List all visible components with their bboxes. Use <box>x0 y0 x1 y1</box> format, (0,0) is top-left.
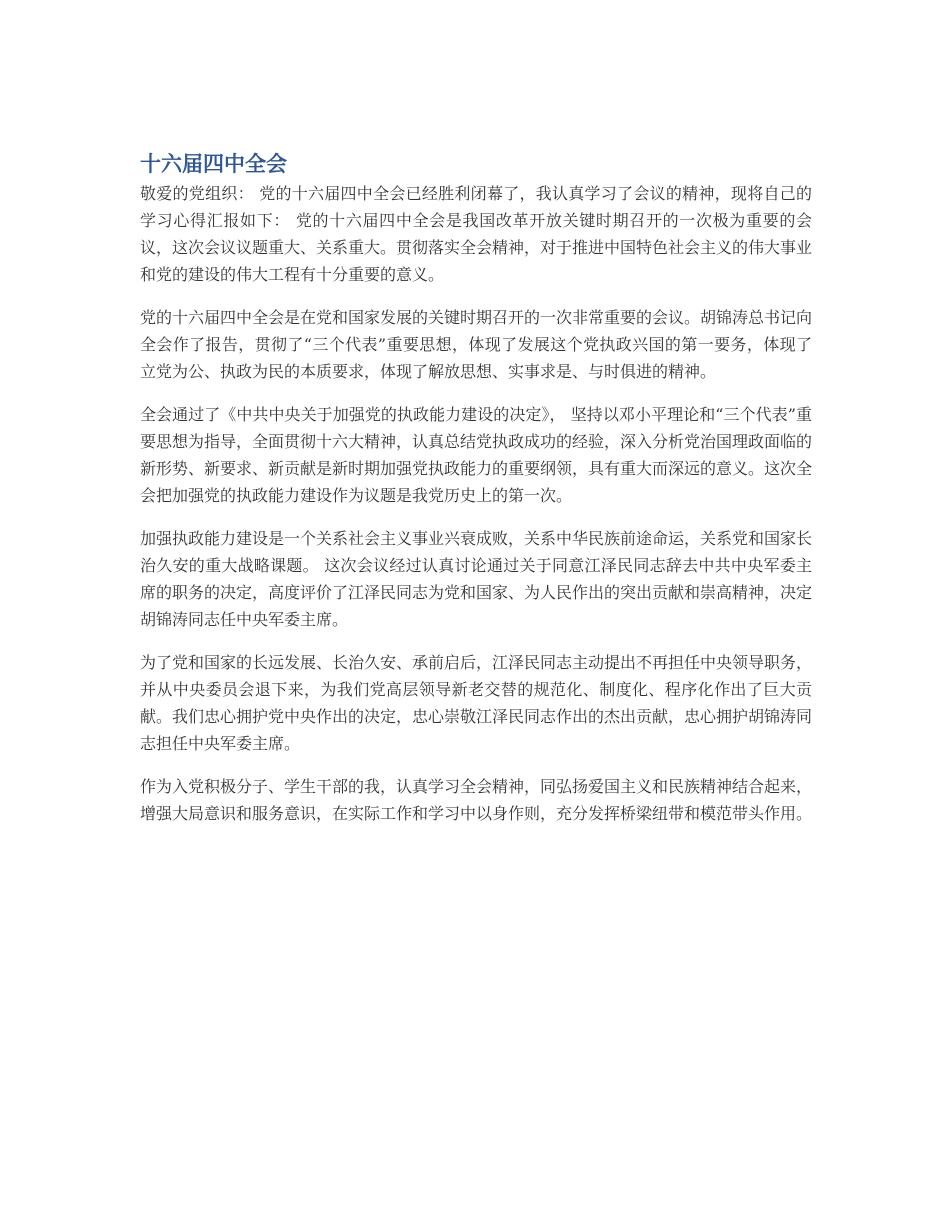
paragraph-2: 党的十六届四中全会是在党和国家发展的关键时期召开的一次非常重要的会议。胡锦涛总书记向全会作了报告，贯彻了“三个代表”重要思想，体现了发展这个党执政兴国的第一要务，体现了立党为公、执政为民的本质要求，体现了解放思想、实事求是、与时俱进的精神。 <box>140 308 813 381</box>
paragraph-3: 全会通过了《中共中央关于加强党的执政能力建设的决定》， 坚持以邓小平理论和“三个代表”重要思想为指导，全面贯彻十六大精神，认真总结党执政成功的经验，深入分析党治国理政面临的新形势、新要求、新贡献是新时期加强党执政能力的重要纲领，具有重大而深远的意义。这次全会把加强党的执政能力建设作为议题是我党历史上的第一次。 <box>140 405 813 505</box>
paragraph-1: 敬爱的党组织： 党的十六届四中全会已经胜利闭幕了，我认真学习了会议的精神，现将自己的学习心得汇报如下： 党的十六届四中全会是我国改革开放关键时期召开的一次极为重要的会议，这次会议议题重大、关系重大。贯彻落实全会精神，对于推进中国特色社会主义的伟大事业和党的建设的伟大工程有十分重要的意义。 <box>140 184 813 284</box>
paragraph-4: 加强执政能力建设是一个关系社会主义事业兴衰成败，关系中华民族前途命运，关系党和国家长治久安的重大战略课题。 这次会议经过认真讨论通过关于同意江泽民同志辞去中共中央军委主席的职务的决定，高度评价了江泽民同志为党和国家、为人民作出的突出贡献和崇高精神，决定胡锦涛同志任中央军委主席。 <box>140 529 813 629</box>
paragraph-6: 作为入党积极分子、学生干部的我，认真学习全会精神，同弘扬爱国主义和民族精神结合起来，增强大局意识和服务意识，在实际工作和学习中以身作则，充分发挥桥梁纽带和模范带头作用。 <box>140 777 813 823</box>
document-title: 十六届四中全会 <box>140 152 287 176</box>
paragraph-5: 为了党和国家的长远发展、长治久安、承前启后，江泽民同志主动提出不再担任中央领导职务，并从中央委员会退下来，为我们党高层领导新老交替的规范化、制度化、程序化作出了巨大贡献。我们忠心拥护党中央作出的决定，忠心崇敬江泽民同志作出的杰出贡献，忠心拥护胡锦涛同志担任中央军委主席。 <box>140 653 813 753</box>
document-body <box>140 150 812 843</box>
